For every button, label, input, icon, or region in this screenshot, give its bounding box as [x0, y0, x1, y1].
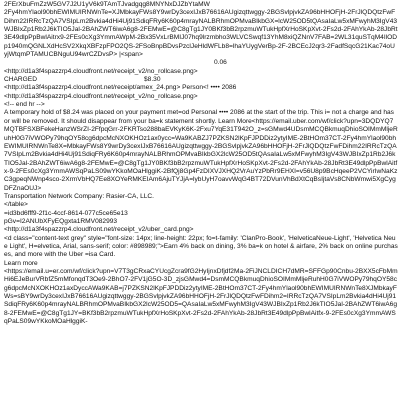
message-id-line: =id3bd6fff9-2f1c-4ccf-8614-077c5ce65e13	[4, 209, 128, 217]
learn-more-url: <https://email.u=er.com/wf/click?upn=V7T3gCRxaCYUcgZcra9fG2HyIjnxDfjdf2Ma-2FiJNCLDICH7dMR=SFFGp90Cnbu-2BXX5cFbMmHi6EJeBurVRbfZ5mMfonqdT3Oe9-2BhO7-2FV1jG5O-3D_zjsGMwd4=DsmMCQBkmuqDhioSOIMmMljeRuhH0G7iVWOPy79hqOY58cg6dpcMcNXOKHOz1axDyccAWa9KAB=j7PZKSN2lKpFJPDDiz2ytyIME-2BtHOm37CT-2Fy4hmYlaol90bhEWIMUIRNWnTe8XJMbkayFWs=sBY9wrDy3cexIJxB76616AUgizqttwggy-2BGSvlpjvkZA96bHHOFjH-2FrJlQDQtzFwFDihm2=IRRcTzQA7VSIpLm2Bvkia4dHi4Uj91SdiqFRy6K60p4mrayNALBRhmOPMvaBIkbGX2lcW25OD5=QAsaIaLw5xMFwyhM3IgV43WJBIxZp1Rb2J6kTIO5Jal-2BAhZWT6iwA6g8-2FEMwE=@C8gTg1JY=BKf3bB2rpzmuWTukHpfXrHoSKpXvt-2Fs2d-2FAhYkAb-28JbRt3E49dlpPpBwlAitfx-9-2FEs0cXg3YmmAWSqPaLS09wYKkoMOaHlggiK-	[4, 268, 398, 326]
tax-row	[4, 59, 398, 67]
uber-card-promo-markup: <d class="content-text grey" style="font-size: 14px; line-height: 22px; fo=t-family: 'ClanPro-Book', 'HelveticaNeue-Light', 'Helvetica Neue Light', H=elvetica, Arial, sans-serif; color: #898989;">Earn 4% back on dining, 3% ba=k on hotel & airfare, 2% back on online purchases, and more with the Uber =isa Card.	[4, 234, 398, 259]
charged-amount: $8.30	[144, 76, 161, 84]
charged-row	[4, 76, 398, 84]
rollcase-image-link: <http://d1a3f4spazzrp4.cloudfront.net/receipt_v2/no_rollcase.png>	[4, 67, 198, 75]
learn-more-link[interactable]: Learn more	[4, 259, 38, 267]
rollcase-image-link-2: <http://d1a3f4spazzrp4.cloudfront.net/receipt_v2/no_rollcase.png>	[4, 92, 198, 100]
tracking-link-text: 2Fy4hmYlaol90bhEWIMUIRNWnTe=XJMbkayFWs8Y9wrDy3cexIJxB76616AUgizqttwggy-2BGSvlpjvkZA96bHHOFjH-2FrJlQDQtzFwFDihm22IRRcTzQA7VSIpLm2Bvkia4dHi4Uj91SdiqFRy6K60p4mrayNALBRhmOPMvaBIkbGX=lcW25OD5tQAsaIaLw5xMFwyhM3IgV43WJBIxZp1Rb2J6kTIO5Jal-2BAhZWT6iwA6g8-2FEMwE=@C8gTg1JY0BKf3bB2rpzmuWTukHpfXrHoSKpXvt-2Fs2d-2FAhYkAb-28JbRt3E49dlpPpBwlAitrx9-2FEs0cXg3YmmAWpM-2Bx35VxLrBMIJ07hq9lrzmbho3WLVCSwqf13YhM8xiQZNnV7FAB=2WL31quSTqM4IlODp1940mQGNLXdHcSV2XkqXBFzpFPO2QS-2FSoBnpBDvsPzclJeHldWFLb8=lhaYUygVerBp-2F-2BCEcJ2qr3-2FadfSqcG21Kac74oUyjWtqmPTAMUCBNguU94wrCZDvsP> |<span>	[4, 9, 398, 59]
encoded-id-line: pGv=I2ANUbXFyEQgxta1RMV082993	[4, 217, 118, 225]
raw-line-header: 2FErXbuFmZzW5GV7J2U1yV6k9TAmTJvadgqg8MNYNxDJZbYtaMW	[4, 1, 210, 8]
html-comment: <!-- end hr -->	[4, 101, 45, 109]
temporary-hold-paragraph: A temporary hold of $8.24 was placed on your payment met=od Personal •••• 2086 at the start of the trip. This i= not a charge and has or will be removed. It should disappear from your ba=k statement shortly. Learn More<https://email.uber.com/wf/click?upn=3DQDYQ7MQTBFSXBFekeHanzWSrZI-2FfpqGrr-2FKRTso288baEVKyK6K-2Fxu7YqE31T942O_z=sGMwd4UDsmMCQBkmuqDhioSOIMmMljeRuhH0G7iVWOPy79hqOY58cg6dpcMcNXOKHOz1ax0ycc=Wa9KABZJ7PZKSN2lKpFJPDDiz2ytyIME-2BtHOm37CT-2Fy4hmYlaol90bhEWIMUIRNWnTe8X=MbkayFWs8Y9wrDy3cexIJxB76616AUgizqttwggy-2BGSvlpjvkZA96bHHOFjH-2FrJlQDQtzFwFDihm22IRRcTzQA7VSIpLm2Bvkia4dHi4Uj91SdiqFRy6K60p4mrayNALBRhmOPMvaBIkbGX2lcW25OD5tQAsaIaLw5xMFwyhM3IgV43WJBIxZp1Rb2J6kTIO5Jal-2BAhZWT6iwA6g8-2FEMwE=@C8gTg1JY0BKf3bB2rpzmuWTukHpfXrHoSKpXvt-2Fs2d-2FAhYkAb-28JbRt3E49dlpPpBwlAitfx-9-2FEs0cXg3YmmAWSqPaLS09wYKkoMOaHlggiK-2BfQj8Gp4FzDIXVJXHQ2VrAuYzPbRr9EHXI=v56U8p9BcHqeeP2VCYirIwNaKzC3gpeqNWnp4sco-2XrmVbHQ7Ee8XOYeRMKEIAm6AjuTYJjA=lybUyH7oavvWqG4BT72DVunVhBdXtCqBsIjtaVs8CNbWmwi5XgCygDFZnaOUJ>	[4, 109, 398, 192]
company-line: Transportation Network Company: Rasier-CA, LLC.	[4, 192, 155, 200]
table-close-tag: </table>	[4, 201, 28, 209]
tax-amount: 0.06	[214, 59, 227, 67]
payment-method-line: <http://d1a3f4spazzrp4.cloudfront.net/receipt/amex_24.png> Person<! •••• 2086	[4, 84, 237, 92]
charged-label: CHARGED	[4, 76, 37, 84]
uber-card-image-link: <http://d1a3f4spazzrp4.cloudfront.net/receipt_v2/uber_card.png>	[4, 226, 194, 234]
